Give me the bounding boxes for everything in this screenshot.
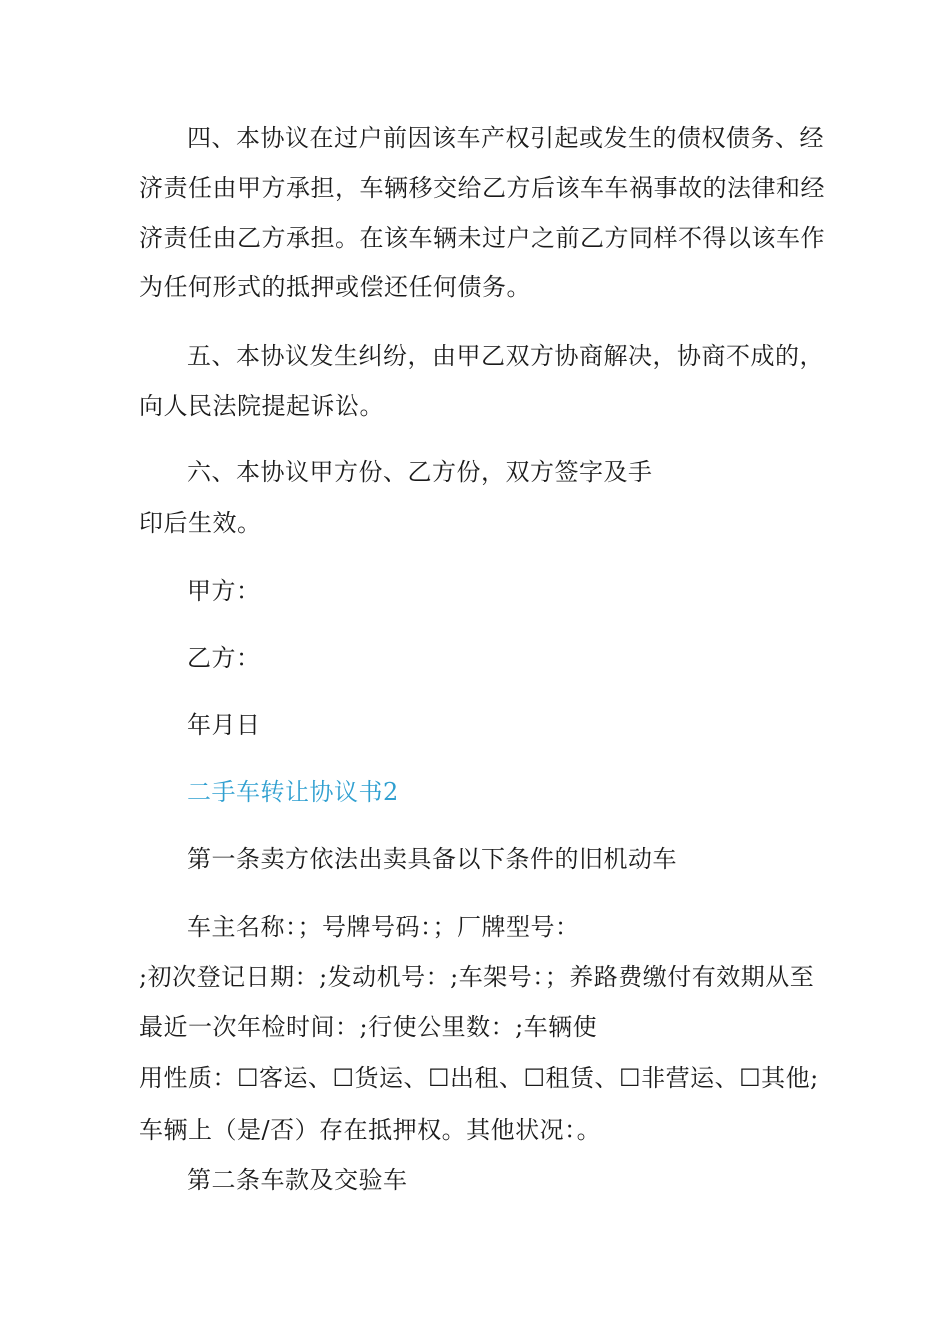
article-1-title: 第一条卖方依法出卖具备以下条件的旧机动车 — [187, 845, 677, 873]
paragraph-6-line-1: 六、本协议甲方份、乙方份，双方签字及手 — [187, 458, 653, 486]
party-b-label: 乙方： — [187, 644, 261, 672]
paragraph-4-line-1: 四、本协议在过户前因该车产权引起或发生的债权债务、经 — [187, 124, 824, 152]
article-1-line-5: 车辆上（是/否）存在抵押权。其他状况：。 — [139, 1116, 602, 1144]
article-2-title: 第二条车款及交验车 — [187, 1166, 408, 1194]
paragraph-5-line-2: 向人民法院提起诉讼。 — [139, 392, 384, 420]
party-a-label: 甲方： — [187, 577, 261, 605]
article-1-line-1: 车主名称：；号牌号码：；厂牌型号： — [187, 913, 580, 941]
paragraph-5-line-1: 五、本协议发生纠纷，由甲乙双方协商解决，协商不成的， — [187, 342, 824, 370]
paragraph-4-line-3: 济责任由乙方承担。在该车辆未过户之前乙方同样不得以该车作 — [139, 224, 825, 252]
article-1-line-3: 最近一次年检时间：;行使公里数：;车辆使 — [139, 1013, 598, 1041]
paragraph-4-line-2: 济责任由甲方承担，车辆移交给乙方后该车车祸事故的法律和经 — [139, 174, 825, 202]
date-label: 年月日 — [187, 711, 261, 739]
section-heading: 二手车转让协议书2 — [187, 778, 399, 806]
article-1-line-4: 用性质：☐客运、☐货运、☐出租、☐租赁、☐非营运、☐其他; — [139, 1064, 819, 1092]
article-1-line-2: ;初次登记日期：;发动机号：;车架号：；养路费缴付有效期从至 — [139, 963, 815, 991]
paragraph-4-line-4: 为任何形式的抵押或偿还任何债务。 — [139, 273, 531, 301]
paragraph-6-line-2: 印后生效。 — [139, 509, 262, 537]
